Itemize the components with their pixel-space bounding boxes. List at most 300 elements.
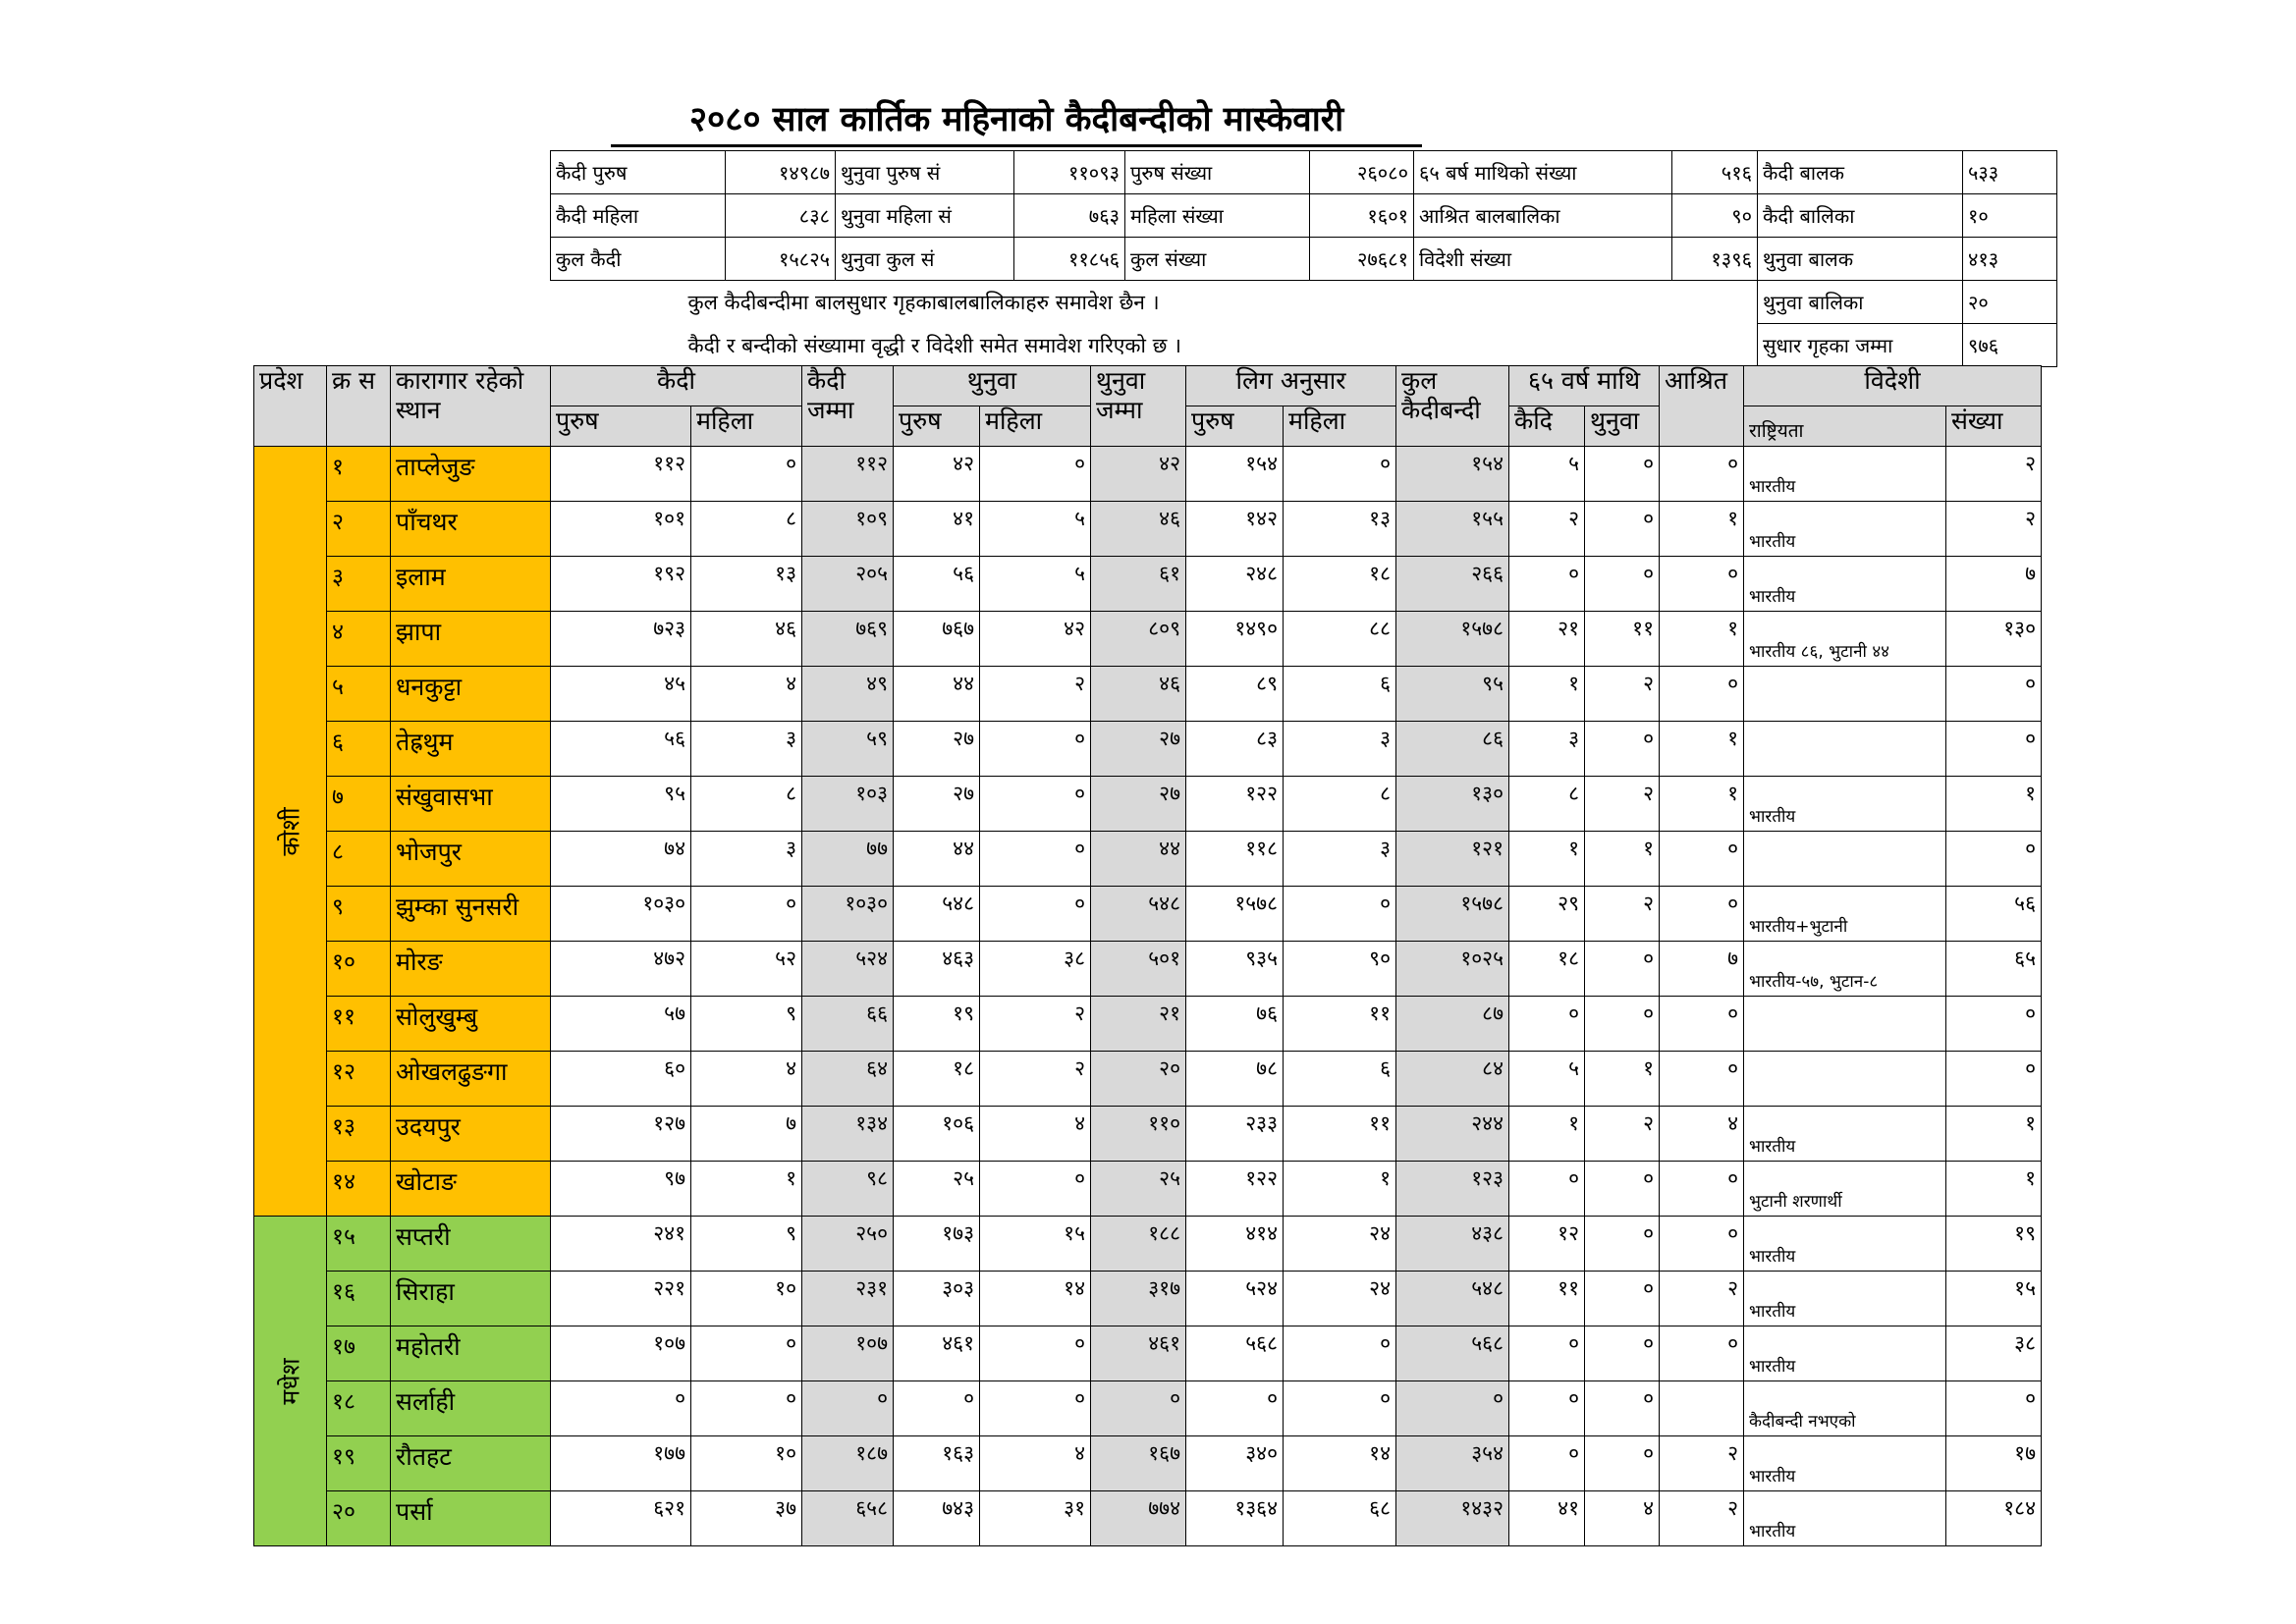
cell-detainee-total: ४४ xyxy=(1091,832,1186,887)
cell-nationality: भारतीय xyxy=(1744,1491,1946,1546)
cell-prisoner-total: ४९ xyxy=(802,667,894,722)
cell-location: ताप्लेजुङ xyxy=(391,447,551,502)
cell-gender-male: ८९ xyxy=(1186,667,1284,722)
cell-above65-prisoner: ८ xyxy=(1509,777,1585,832)
cell-gender-male: १२२ xyxy=(1186,777,1284,832)
summary-value: २० xyxy=(1963,281,2057,324)
cell-gender-female: ६८ xyxy=(1284,1491,1396,1546)
cell-gender-male: ० xyxy=(1186,1381,1284,1436)
cell-location: ओखलढुङगा xyxy=(391,1052,551,1107)
cell-prisoner-male: ६२१ xyxy=(551,1491,691,1546)
cell-prisoner-male: ५७ xyxy=(551,997,691,1052)
cell-above65-detainee: ० xyxy=(1585,1217,1660,1272)
cell-above65-prisoner: ० xyxy=(1509,997,1585,1052)
cell-dependent: ० xyxy=(1660,1217,1744,1272)
summary-note-row xyxy=(551,281,2057,324)
summary-value: २७६८१ xyxy=(1310,238,1414,281)
table-row xyxy=(254,722,2042,777)
cell-foreign-count: १३० xyxy=(1946,612,2042,667)
cell-above65-detainee: ४ xyxy=(1585,1491,1660,1546)
cell-serial: २ xyxy=(327,502,391,557)
cell-serial: १ xyxy=(327,447,391,502)
cell-detainee-total: १६७ xyxy=(1091,1436,1186,1491)
summary-label: थुनुवा महिला सं xyxy=(836,194,1014,238)
cell-prisoner-female: १३ xyxy=(691,557,802,612)
cell-gender-female: १८ xyxy=(1284,557,1396,612)
cell-above65-prisoner: १८ xyxy=(1509,942,1585,997)
cell-dependent: ७ xyxy=(1660,942,1744,997)
cell-foreign-count: १ xyxy=(1946,777,2042,832)
cell-nationality xyxy=(1744,722,1946,777)
cell-detainee-total: ५०१ xyxy=(1091,942,1186,997)
cell-gender-female: ११ xyxy=(1284,997,1396,1052)
cell-detainee-total: २७ xyxy=(1091,777,1186,832)
cell-above65-detainee: ० xyxy=(1585,1272,1660,1326)
table-row xyxy=(254,667,2042,722)
summary-label: कुल कैदी xyxy=(551,238,726,281)
cell-detainee-total: ५४८ xyxy=(1091,887,1186,942)
header-detainee-female: महिला xyxy=(980,406,1091,447)
cell-detainee-female: ५ xyxy=(980,502,1091,557)
summary-value: ११८५६ xyxy=(1014,238,1125,281)
cell-total: ५६८ xyxy=(1396,1326,1509,1381)
cell-dependent: ४ xyxy=(1660,1107,1744,1162)
cell-total: १३० xyxy=(1396,777,1509,832)
header-serial: क्र स xyxy=(327,366,391,447)
cell-gender-female: २४ xyxy=(1284,1272,1396,1326)
cell-prisoner-female: ३ xyxy=(691,832,802,887)
summary-label: कैदी पुरुष xyxy=(551,151,726,194)
cell-prisoner-total: ६५८ xyxy=(802,1491,894,1546)
header-above65: ६५ वर्ष माथि xyxy=(1509,366,1660,406)
cell-nationality xyxy=(1744,997,1946,1052)
cell-detainee-total: २५ xyxy=(1091,1162,1186,1217)
summary-value: ४१३ xyxy=(1963,238,2057,281)
cell-total: १२३ xyxy=(1396,1162,1509,1217)
cell-prisoner-male: ९७ xyxy=(551,1162,691,1217)
province-name: मधेश xyxy=(276,1357,305,1405)
summary-value: १४९८७ xyxy=(726,151,836,194)
cell-serial: १२ xyxy=(327,1052,391,1107)
province-cell xyxy=(254,447,327,1217)
cell-gender-male: ५२४ xyxy=(1186,1272,1284,1326)
cell-serial: १८ xyxy=(327,1381,391,1436)
cell-nationality: भारतीय xyxy=(1744,1217,1946,1272)
cell-prisoner-male: १२७ xyxy=(551,1107,691,1162)
cell-dependent: ० xyxy=(1660,1052,1744,1107)
cell-foreign-count: १८४ xyxy=(1946,1491,2042,1546)
cell-gender-female: ० xyxy=(1284,447,1396,502)
cell-location: सोलुखुम्बु xyxy=(391,997,551,1052)
cell-detainee-female: ० xyxy=(980,722,1091,777)
table-row xyxy=(254,1272,2042,1326)
cell-foreign-count: ७ xyxy=(1946,557,2042,612)
table-row xyxy=(254,1162,2042,1217)
cell-above65-detainee: २ xyxy=(1585,887,1660,942)
cell-above65-prisoner: ० xyxy=(1509,1326,1585,1381)
cell-prisoner-female: ४ xyxy=(691,1052,802,1107)
cell-detainee-male: ४४ xyxy=(894,667,980,722)
table-row xyxy=(254,832,2042,887)
cell-detainee-total: २० xyxy=(1091,1052,1186,1107)
cell-prisoner-total: ७६९ xyxy=(802,612,894,667)
header-prisoner: कैदी xyxy=(551,366,802,406)
cell-gender-male: १२२ xyxy=(1186,1162,1284,1217)
cell-dependent: ० xyxy=(1660,832,1744,887)
summary-label: थुनुवा बालक xyxy=(1758,238,1963,281)
cell-detainee-total: ४६ xyxy=(1091,667,1186,722)
cell-above65-prisoner: २ xyxy=(1509,502,1585,557)
cell-gender-female: ३ xyxy=(1284,722,1396,777)
cell-foreign-count: ० xyxy=(1946,1052,2042,1107)
cell-detainee-female: ० xyxy=(980,447,1091,502)
cell-prisoner-male: ५६ xyxy=(551,722,691,777)
cell-nationality: भारतीय xyxy=(1744,777,1946,832)
cell-serial: ६ xyxy=(327,722,391,777)
cell-detainee-female: १५ xyxy=(980,1217,1091,1272)
summary-row xyxy=(551,238,2057,281)
province-cell xyxy=(254,1217,327,1546)
cell-above65-prisoner: १ xyxy=(1509,1107,1585,1162)
cell-detainee-total: ४६ xyxy=(1091,502,1186,557)
header-above65-detainee: थुनुवा xyxy=(1585,406,1660,447)
cell-prisoner-female: ४६ xyxy=(691,612,802,667)
cell-serial: १९ xyxy=(327,1436,391,1491)
cell-detainee-male: १७३ xyxy=(894,1217,980,1272)
summary-label: कुल संख्या xyxy=(1125,238,1310,281)
cell-prisoner-male: २४१ xyxy=(551,1217,691,1272)
cell-detainee-male: ५६ xyxy=(894,557,980,612)
cell-detainee-male: ४६३ xyxy=(894,942,980,997)
cell-prisoner-female: १० xyxy=(691,1272,802,1326)
cell-above65-prisoner: ० xyxy=(1509,1162,1585,1217)
header-province: प्रदेश xyxy=(254,366,327,447)
cell-location: संखुवासभा xyxy=(391,777,551,832)
cell-nationality: भारतीय xyxy=(1744,1272,1946,1326)
cell-detainee-male: ७४३ xyxy=(894,1491,980,1546)
cell-prisoner-total: ५९ xyxy=(802,722,894,777)
cell-total: ५४८ xyxy=(1396,1272,1509,1326)
cell-above65-detainee: ० xyxy=(1585,1381,1660,1436)
header-above65-prisoner: कैदि xyxy=(1509,406,1585,447)
header-total: कुल कैदीबन्दी xyxy=(1396,366,1509,447)
cell-nationality: भारतीय xyxy=(1744,1107,1946,1162)
cell-detainee-total: २७ xyxy=(1091,722,1186,777)
cell-dependent: ० xyxy=(1660,447,1744,502)
cell-dependent: ० xyxy=(1660,667,1744,722)
cell-total: ८६ xyxy=(1396,722,1509,777)
cell-gender-female: ० xyxy=(1284,887,1396,942)
cell-gender-male: १३६४ xyxy=(1186,1491,1284,1546)
cell-serial: ८ xyxy=(327,832,391,887)
cell-foreign-count: ६५ xyxy=(1946,942,2042,997)
header-dependent: आश्रित xyxy=(1660,366,1744,447)
summary-value: ११०९३ xyxy=(1014,151,1125,194)
cell-dependent xyxy=(1660,1381,1744,1436)
cell-detainee-female: ४ xyxy=(980,1107,1091,1162)
cell-nationality: भारतीय-५७, भुटान-८ xyxy=(1744,942,1946,997)
cell-dependent: १ xyxy=(1660,777,1744,832)
table-row xyxy=(254,502,2042,557)
cell-prisoner-male: ७२३ xyxy=(551,612,691,667)
cell-nationality xyxy=(1744,667,1946,722)
summary-note-row xyxy=(551,324,2057,367)
cell-prisoner-male: १९२ xyxy=(551,557,691,612)
cell-detainee-total: ८०९ xyxy=(1091,612,1186,667)
cell-above65-prisoner: ११ xyxy=(1509,1272,1585,1326)
cell-prisoner-total: २०५ xyxy=(802,557,894,612)
cell-nationality: भारतीय xyxy=(1744,502,1946,557)
cell-prisoner-female: ७ xyxy=(691,1107,802,1162)
cell-location: तेह्रथुम xyxy=(391,722,551,777)
cell-above65-prisoner: ५ xyxy=(1509,447,1585,502)
cell-nationality: भारतीय ८६, भुटानी ४४ xyxy=(1744,612,1946,667)
cell-detainee-female: ५ xyxy=(980,557,1091,612)
cell-foreign-count: १५ xyxy=(1946,1272,2042,1326)
cell-prisoner-total: ६४ xyxy=(802,1052,894,1107)
cell-above65-prisoner: ३ xyxy=(1509,722,1585,777)
cell-location: धनकुट्टा xyxy=(391,667,551,722)
cell-detainee-total: ६१ xyxy=(1091,557,1186,612)
summary-label: ६५ बर्ष माथिको संख्या xyxy=(1414,151,1672,194)
cell-gender-female: २४ xyxy=(1284,1217,1396,1272)
header-by-gender: लिग अनुसार xyxy=(1186,366,1396,406)
cell-gender-male: ७६ xyxy=(1186,997,1284,1052)
cell-prisoner-female: ८ xyxy=(691,777,802,832)
cell-detainee-male: ७६७ xyxy=(894,612,980,667)
cell-prisoner-male: १०१ xyxy=(551,502,691,557)
cell-foreign-count: ० xyxy=(1946,667,2042,722)
cell-above65-prisoner: ० xyxy=(1509,557,1585,612)
table-row xyxy=(254,1217,2042,1272)
summary-label: थुनुवा पुरुष सं xyxy=(836,151,1014,194)
cell-detainee-total: ४६१ xyxy=(1091,1326,1186,1381)
summary-label: आश्रित बालबालिका xyxy=(1414,194,1672,238)
cell-gender-male: ७८ xyxy=(1186,1052,1284,1107)
cell-detainee-female: ४ xyxy=(980,1436,1091,1491)
cell-prisoner-male: ७४ xyxy=(551,832,691,887)
cell-detainee-male: १९ xyxy=(894,997,980,1052)
cell-above65-prisoner: १ xyxy=(1509,667,1585,722)
table-row xyxy=(254,612,2042,667)
cell-above65-prisoner: २१ xyxy=(1509,612,1585,667)
cell-detainee-female: ० xyxy=(980,832,1091,887)
cell-total: ३५४ xyxy=(1396,1436,1509,1491)
cell-foreign-count: १९ xyxy=(1946,1217,2042,1272)
cell-foreign-count: ३८ xyxy=(1946,1326,2042,1381)
table-row xyxy=(254,942,2042,997)
cell-nationality xyxy=(1744,832,1946,887)
cell-location: झापा xyxy=(391,612,551,667)
header-prisoner-total: कैदी जम्मा xyxy=(802,366,894,447)
cell-prisoner-female: ० xyxy=(691,1326,802,1381)
cell-above65-detainee: १ xyxy=(1585,1052,1660,1107)
cell-detainee-female: ० xyxy=(980,887,1091,942)
cell-detainee-female: २ xyxy=(980,997,1091,1052)
cell-gender-male: २३३ xyxy=(1186,1107,1284,1162)
cell-foreign-count: २ xyxy=(1946,502,2042,557)
header-location: कारागार रहेको स्थान xyxy=(391,366,551,447)
cell-foreign-count: १७ xyxy=(1946,1436,2042,1491)
cell-above65-prisoner: १ xyxy=(1509,832,1585,887)
cell-prisoner-female: ८ xyxy=(691,502,802,557)
cell-prisoner-female: ३ xyxy=(691,722,802,777)
summary-value: ५३३ xyxy=(1963,151,2057,194)
cell-total: ८४ xyxy=(1396,1052,1509,1107)
cell-dependent: १ xyxy=(1660,502,1744,557)
cell-detainee-total: १८८ xyxy=(1091,1217,1186,1272)
cell-prisoner-total: १३४ xyxy=(802,1107,894,1162)
cell-gender-female: १३ xyxy=(1284,502,1396,557)
cell-above65-prisoner: ५ xyxy=(1509,1052,1585,1107)
cell-total: १४३२ xyxy=(1396,1491,1509,1546)
cell-serial: ३ xyxy=(327,557,391,612)
cell-prisoner-female: ९ xyxy=(691,1217,802,1272)
cell-prisoner-female: १० xyxy=(691,1436,802,1491)
cell-total: १५५ xyxy=(1396,502,1509,557)
cell-detainee-male: ४४ xyxy=(894,832,980,887)
cell-location: सप्तरी xyxy=(391,1217,551,1272)
cell-prisoner-total: २५० xyxy=(802,1217,894,1272)
cell-detainee-male: ४६१ xyxy=(894,1326,980,1381)
cell-above65-detainee: १ xyxy=(1585,832,1660,887)
cell-above65-prisoner: ० xyxy=(1509,1436,1585,1491)
prison-table xyxy=(253,365,2042,1546)
cell-detainee-female: ४२ xyxy=(980,612,1091,667)
cell-above65-detainee: ० xyxy=(1585,557,1660,612)
cell-gender-female: ३ xyxy=(1284,832,1396,887)
cell-above65-detainee: ० xyxy=(1585,722,1660,777)
cell-foreign-count: १ xyxy=(1946,1162,2042,1217)
cell-serial: ४ xyxy=(327,612,391,667)
cell-detainee-female: ० xyxy=(980,777,1091,832)
cell-prisoner-female: ० xyxy=(691,447,802,502)
table-row xyxy=(254,1436,2042,1491)
cell-gender-female: ० xyxy=(1284,1326,1396,1381)
cell-prisoner-female: १ xyxy=(691,1162,802,1217)
cell-prisoner-total: ६६ xyxy=(802,997,894,1052)
cell-total: ४३८ xyxy=(1396,1217,1509,1272)
cell-detainee-total: ३१७ xyxy=(1091,1272,1186,1326)
cell-total: १०२५ xyxy=(1396,942,1509,997)
cell-prisoner-female: ९ xyxy=(691,997,802,1052)
cell-detainee-male: ४२ xyxy=(894,447,980,502)
cell-location: उदयपुर xyxy=(391,1107,551,1162)
summary-label: महिला संख्या xyxy=(1125,194,1310,238)
cell-gender-male: ११८ xyxy=(1186,832,1284,887)
table-row xyxy=(254,1052,2042,1107)
cell-detainee-female: २ xyxy=(980,667,1091,722)
cell-detainee-female: ३८ xyxy=(980,942,1091,997)
cell-prisoner-male: ० xyxy=(551,1381,691,1436)
cell-prisoner-total: १८७ xyxy=(802,1436,894,1491)
summary-label: कैदी बालक xyxy=(1758,151,1963,194)
province-name: कोशी xyxy=(276,806,305,856)
cell-detainee-male: ४१ xyxy=(894,502,980,557)
cell-prisoner-total: ११२ xyxy=(802,447,894,502)
page-title: २०८० साल कार्तिक महिनाको कैदीबन्दीको मास्केवारी xyxy=(688,100,1344,139)
cell-prisoner-female: ३७ xyxy=(691,1491,802,1546)
cell-prisoner-total: १०९ xyxy=(802,502,894,557)
header-gender-male: पुरुष xyxy=(1186,406,1284,447)
cell-dependent: २ xyxy=(1660,1272,1744,1326)
cell-foreign-count: ० xyxy=(1946,997,2042,1052)
title-underline xyxy=(611,144,1422,147)
cell-above65-detainee: ० xyxy=(1585,997,1660,1052)
cell-prisoner-male: ६० xyxy=(551,1052,691,1107)
cell-location: झुम्का सुनसरी xyxy=(391,887,551,942)
cell-prisoner-male: १७७ xyxy=(551,1436,691,1491)
cell-prisoner-male: १०७ xyxy=(551,1326,691,1381)
cell-serial: १४ xyxy=(327,1162,391,1217)
cell-detainee-male: १८ xyxy=(894,1052,980,1107)
cell-serial: १६ xyxy=(327,1272,391,1326)
cell-gender-male: ४१४ xyxy=(1186,1217,1284,1272)
header-prisoner-male: पुरुष xyxy=(551,406,691,447)
summary-value: १५८२५ xyxy=(726,238,836,281)
cell-detainee-male: २७ xyxy=(894,722,980,777)
table-row xyxy=(254,997,2042,1052)
cell-gender-male: ३४० xyxy=(1186,1436,1284,1491)
cell-above65-detainee: २ xyxy=(1585,667,1660,722)
cell-gender-male: १४२ xyxy=(1186,502,1284,557)
cell-gender-female: ६ xyxy=(1284,1052,1396,1107)
summary-label: थुनुवा कुल सं xyxy=(836,238,1014,281)
summary-value: ५१६ xyxy=(1672,151,1758,194)
table-row xyxy=(254,887,2042,942)
cell-detainee-male: ५४८ xyxy=(894,887,980,942)
cell-prisoner-total: ० xyxy=(802,1381,894,1436)
cell-dependent: १ xyxy=(1660,612,1744,667)
header-foreign: विदेशी xyxy=(1744,366,2042,406)
cell-prisoner-male: ४७२ xyxy=(551,942,691,997)
cell-nationality: भारतीय xyxy=(1744,447,1946,502)
cell-detainee-female: २ xyxy=(980,1052,1091,1107)
summary-note: कुल कैदीबन्दीमा बालसुधार गृहकाबालबालिकाहरु समावेश छैन । xyxy=(687,290,1160,314)
cell-above65-prisoner: ० xyxy=(1509,1381,1585,1436)
cell-dependent: २ xyxy=(1660,1436,1744,1491)
summary-label: थुनुवा बालिका xyxy=(1758,281,1963,324)
summary-value: १६०१ xyxy=(1310,194,1414,238)
cell-above65-detainee: ० xyxy=(1585,1436,1660,1491)
summary-label: सुधार गृहका जम्मा xyxy=(1758,324,1963,367)
cell-serial: ११ xyxy=(327,997,391,1052)
cell-total: ० xyxy=(1396,1381,1509,1436)
summary-value: ९७६ xyxy=(1963,324,2057,367)
summary-value: २६०८० xyxy=(1310,151,1414,194)
cell-prisoner-male: ९५ xyxy=(551,777,691,832)
cell-gender-female: ८ xyxy=(1284,777,1396,832)
cell-prisoner-total: २३१ xyxy=(802,1272,894,1326)
cell-foreign-count: २ xyxy=(1946,447,2042,502)
cell-total: ९५ xyxy=(1396,667,1509,722)
cell-detainee-female: १४ xyxy=(980,1272,1091,1326)
summary-label: कैदी महिला xyxy=(551,194,726,238)
cell-nationality: भारतीय xyxy=(1744,1326,1946,1381)
cell-dependent: ० xyxy=(1660,557,1744,612)
table-row xyxy=(254,777,2042,832)
cell-detainee-female: ३१ xyxy=(980,1491,1091,1546)
cell-prisoner-total: १०३० xyxy=(802,887,894,942)
cell-gender-female: १४ xyxy=(1284,1436,1396,1491)
table-row xyxy=(254,557,2042,612)
header-prisoner-female: महिला xyxy=(691,406,802,447)
cell-gender-female: ११ xyxy=(1284,1107,1396,1162)
cell-dependent: ० xyxy=(1660,1162,1744,1217)
cell-prisoner-total: ५२४ xyxy=(802,942,894,997)
summary-value: ९० xyxy=(1672,194,1758,238)
table-row xyxy=(254,1107,2042,1162)
